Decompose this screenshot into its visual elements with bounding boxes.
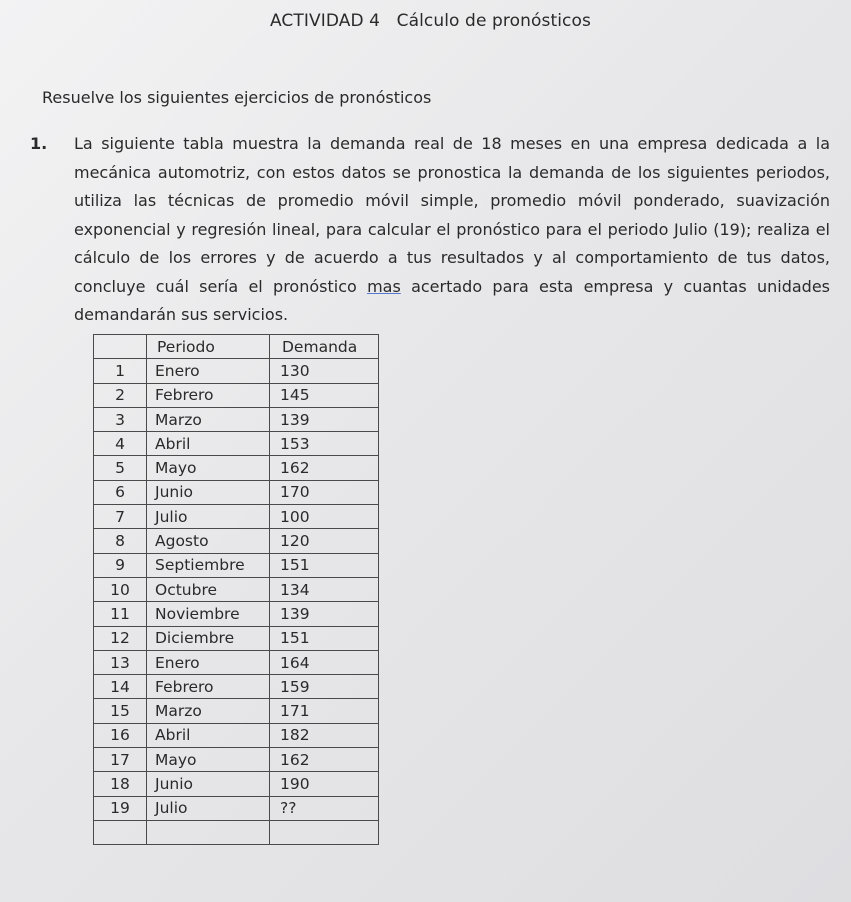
cell-index	[94, 820, 147, 844]
cell-index: 17	[94, 748, 147, 772]
cell-demanda: ??	[270, 796, 379, 820]
cell-index: 12	[94, 626, 147, 650]
cell-periodo: Septiembre	[147, 553, 270, 577]
cell-index: 7	[94, 505, 147, 529]
cell-index: 1	[94, 359, 147, 383]
cell-periodo: Mayo	[147, 748, 270, 772]
cell-demanda: 100	[270, 505, 379, 529]
cell-index: 3	[94, 407, 147, 431]
table-row	[94, 432, 379, 456]
cell-index: 10	[94, 577, 147, 601]
cell-demanda: 139	[270, 602, 379, 626]
exercise-1	[30, 130, 830, 330]
cell-demanda: 130	[270, 359, 379, 383]
header-index	[94, 335, 147, 359]
cell-periodo: Diciembre	[147, 626, 270, 650]
cell-demanda: 153	[270, 432, 379, 456]
table-row	[94, 748, 379, 772]
cell-index: 11	[94, 602, 147, 626]
table-row	[94, 359, 379, 383]
table-row	[94, 602, 379, 626]
cell-demanda: 120	[270, 529, 379, 553]
cell-periodo: Enero	[147, 650, 270, 674]
cell-index: 8	[94, 529, 147, 553]
table-row	[94, 553, 379, 577]
table-row	[94, 407, 379, 431]
table-row	[94, 480, 379, 504]
cell-periodo: Julio	[147, 796, 270, 820]
table-row	[94, 456, 379, 480]
activity-topic: Cálculo de pronósticos	[396, 11, 591, 31]
table-header-row	[94, 335, 379, 359]
cell-index: 18	[94, 772, 147, 796]
cell-demanda: 162	[270, 456, 379, 480]
section-subtitle: Resuelve los siguientes ejercicios de pronósticos	[42, 88, 432, 107]
cell-periodo: Febrero	[147, 383, 270, 407]
cell-demanda: 170	[270, 480, 379, 504]
exercise-text-part-1: La siguiente tabla muestra la demanda real de 18 meses en una empresa dedicada a la mecánica automotriz, con estos datos se pronostica la demanda de los siguientes periodos, utiliza las técnicas de promedio móvil simple, promedio móvil ponderado, suavización exponencial y regresión lineal, para calcular el pronóstico para el periodo Julio (19); realiza el cálculo de los errores y de acuerdo a tus resultados y al comportamiento de tus datos, concluye cuál sería el pronóstico	[74, 134, 830, 296]
cell-demanda: 182	[270, 723, 379, 747]
demand-table	[93, 334, 379, 845]
cell-demanda: 159	[270, 675, 379, 699]
activity-label: ACTIVIDAD 4	[270, 11, 381, 31]
table-row	[94, 796, 379, 820]
cell-demanda: 162	[270, 748, 379, 772]
cell-index: 13	[94, 650, 147, 674]
cell-periodo: Junio	[147, 772, 270, 796]
cell-index: 16	[94, 723, 147, 747]
cell-periodo: Marzo	[147, 699, 270, 723]
cell-demanda: 134	[270, 577, 379, 601]
table-row	[94, 577, 379, 601]
cell-periodo: Noviembre	[147, 602, 270, 626]
cell-index: 6	[94, 480, 147, 504]
cell-periodo: Enero	[147, 359, 270, 383]
cell-periodo: Octubre	[147, 577, 270, 601]
cell-index: 4	[94, 432, 147, 456]
cell-demanda: 145	[270, 383, 379, 407]
cell-index: 5	[94, 456, 147, 480]
table-row	[94, 505, 379, 529]
cell-index: 15	[94, 699, 147, 723]
cell-periodo: Marzo	[147, 407, 270, 431]
cell-demanda: 151	[270, 553, 379, 577]
cell-demanda: 190	[270, 772, 379, 796]
table-row	[94, 650, 379, 674]
cell-index: 14	[94, 675, 147, 699]
cell-periodo: Agosto	[147, 529, 270, 553]
cell-periodo: Junio	[147, 480, 270, 504]
table-row	[94, 699, 379, 723]
exercise-text-part-2: acertado para esta empresa y cuantas unidades demandarán sus servicios.	[74, 276, 830, 324]
header-demanda: Demanda	[270, 335, 379, 359]
cell-index: 2	[94, 383, 147, 407]
cell-periodo: Febrero	[147, 675, 270, 699]
cell-periodo: Abril	[147, 723, 270, 747]
table-row	[94, 723, 379, 747]
activity-title	[270, 11, 591, 31]
cell-periodo: Abril	[147, 432, 270, 456]
cell-periodo: Mayo	[147, 456, 270, 480]
cell-demanda: 164	[270, 650, 379, 674]
cell-periodo: Julio	[147, 505, 270, 529]
cell-demanda	[270, 820, 379, 844]
table-row	[94, 675, 379, 699]
cell-demanda: 139	[270, 407, 379, 431]
table-row	[94, 626, 379, 650]
underlined-word: mas	[367, 276, 401, 296]
exercise-statement	[74, 130, 830, 330]
cell-index: 19	[94, 796, 147, 820]
cell-index: 9	[94, 553, 147, 577]
table-row	[94, 383, 379, 407]
cell-demanda: 151	[270, 626, 379, 650]
cell-periodo	[147, 820, 270, 844]
table-row	[94, 529, 379, 553]
cell-demanda: 171	[270, 699, 379, 723]
table-row	[94, 772, 379, 796]
header-periodo: Periodo	[147, 335, 270, 359]
table-row	[94, 820, 379, 844]
exercise-number: 1.	[30, 134, 48, 153]
